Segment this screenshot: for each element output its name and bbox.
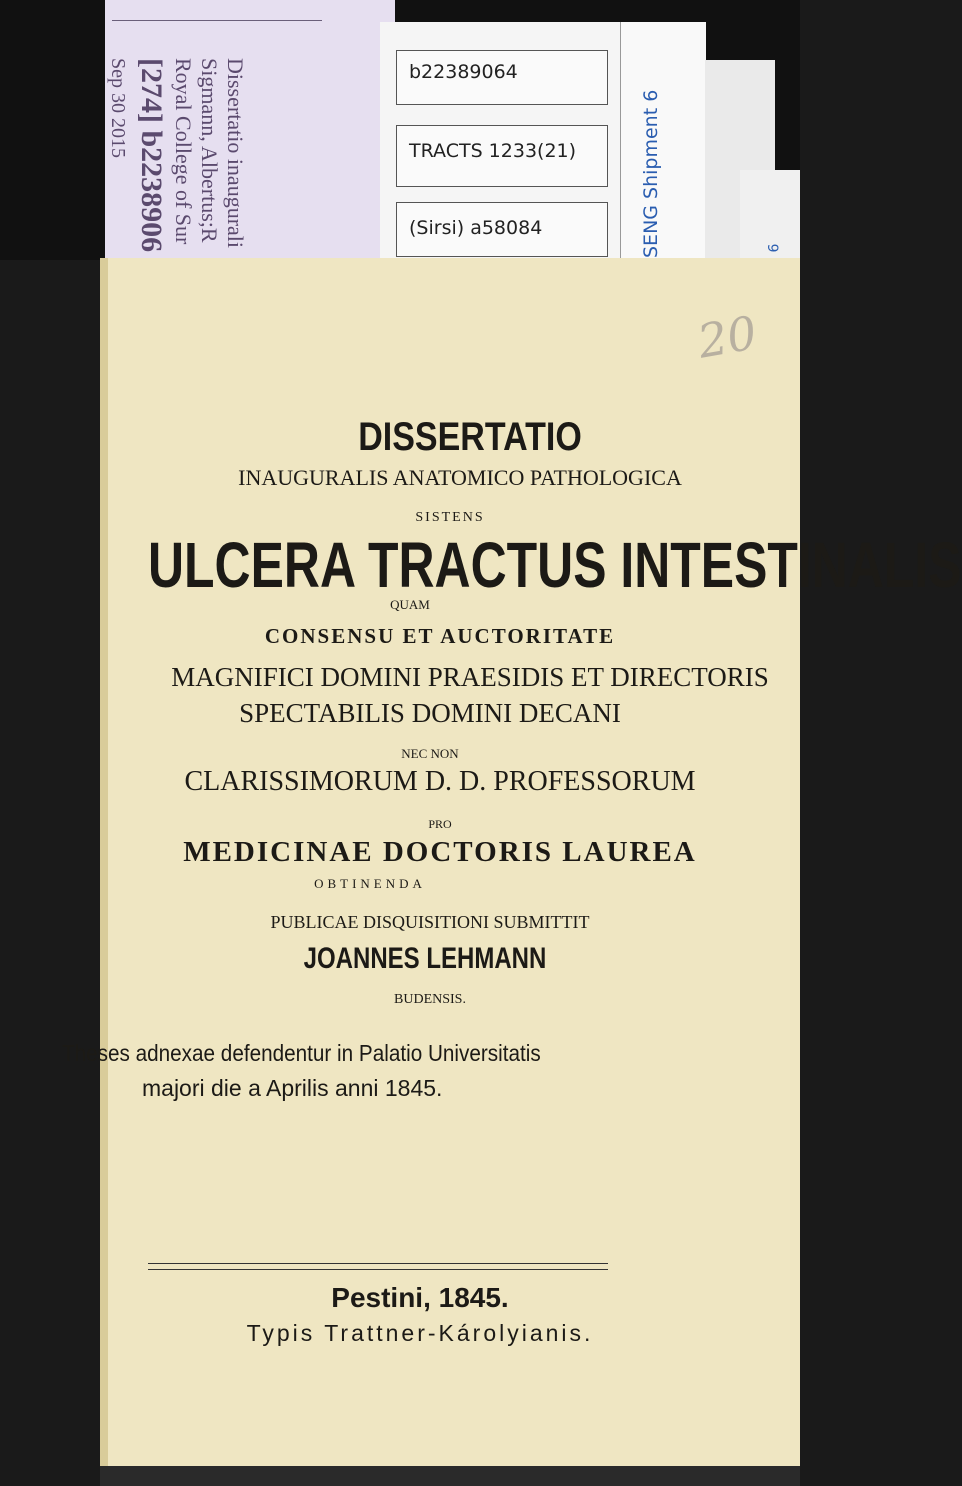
handwritten-annotation: 20 xyxy=(693,305,761,369)
theses-line-1: Theses adnexae defendentur in Palatio Universitatis xyxy=(62,1040,541,1066)
spine-line-2: Sigmann, Albertus;R xyxy=(197,58,222,243)
printer: Typis Trattner-Károlyianis. xyxy=(246,1320,594,1346)
medicinae-doctoris: MEDICINAE DOCTORIS LAUREA xyxy=(183,836,697,868)
theses-line-2: majori die a Aprilis anni 1845. xyxy=(142,1075,443,1101)
quam: QUAM xyxy=(390,597,430,612)
consensu: CONSENSU ET AUCTORITATE xyxy=(264,624,616,648)
shipment-edge-label: 6 xyxy=(766,243,783,253)
spectabilis: SPECTABILIS DOMINI DECANI xyxy=(239,698,621,728)
publicae: PUBLICAE DISQUISITIONI SUBMITTIT xyxy=(270,912,590,932)
spine-divider xyxy=(112,20,322,21)
spine-date: Sep 30 2015 xyxy=(107,58,129,158)
spine-shelfmark: [274] b2238906 xyxy=(135,58,168,253)
pro: PRO xyxy=(428,817,452,831)
shipment-label: SENG Shipment 6 xyxy=(640,89,662,258)
budensis: BUDENSIS. xyxy=(394,992,466,1007)
shipment-slip xyxy=(620,22,706,260)
sistens: SISTENS xyxy=(415,510,485,525)
nec-non: NEC NON xyxy=(401,746,459,761)
sirsi-field: (Sirsi) a58084 xyxy=(396,202,608,257)
page-bottom-edge xyxy=(100,1466,800,1486)
place-year: Pestini, 1845. xyxy=(331,1282,509,1313)
tracts-field: TRACTS 1233(21) xyxy=(396,125,608,187)
author: JOANNES LEHMANN xyxy=(303,942,547,975)
clarissimorum: CLARISSIMORUM D. D. PROFESSORUM xyxy=(184,766,696,797)
spine-line-3: Royal College of Sur xyxy=(171,58,196,245)
inauguralis-line: INAUGURALIS ANATOMICO PATHOLOGICA xyxy=(238,465,682,490)
barcode-field: b22389064 xyxy=(396,50,608,105)
obtinenda: OBTINENDA xyxy=(314,876,426,891)
magnifici: MAGNIFICI DOMINI PRAESIDIS ET DIRECTORIS xyxy=(171,662,769,692)
title: DISSERTATIO xyxy=(358,415,582,459)
decorative-rule xyxy=(148,1263,608,1270)
subject-title: ULCERA TRACTUS INTESTINALIS xyxy=(148,529,962,601)
spine-line-1: Dissertatio inaugurali xyxy=(223,58,248,249)
